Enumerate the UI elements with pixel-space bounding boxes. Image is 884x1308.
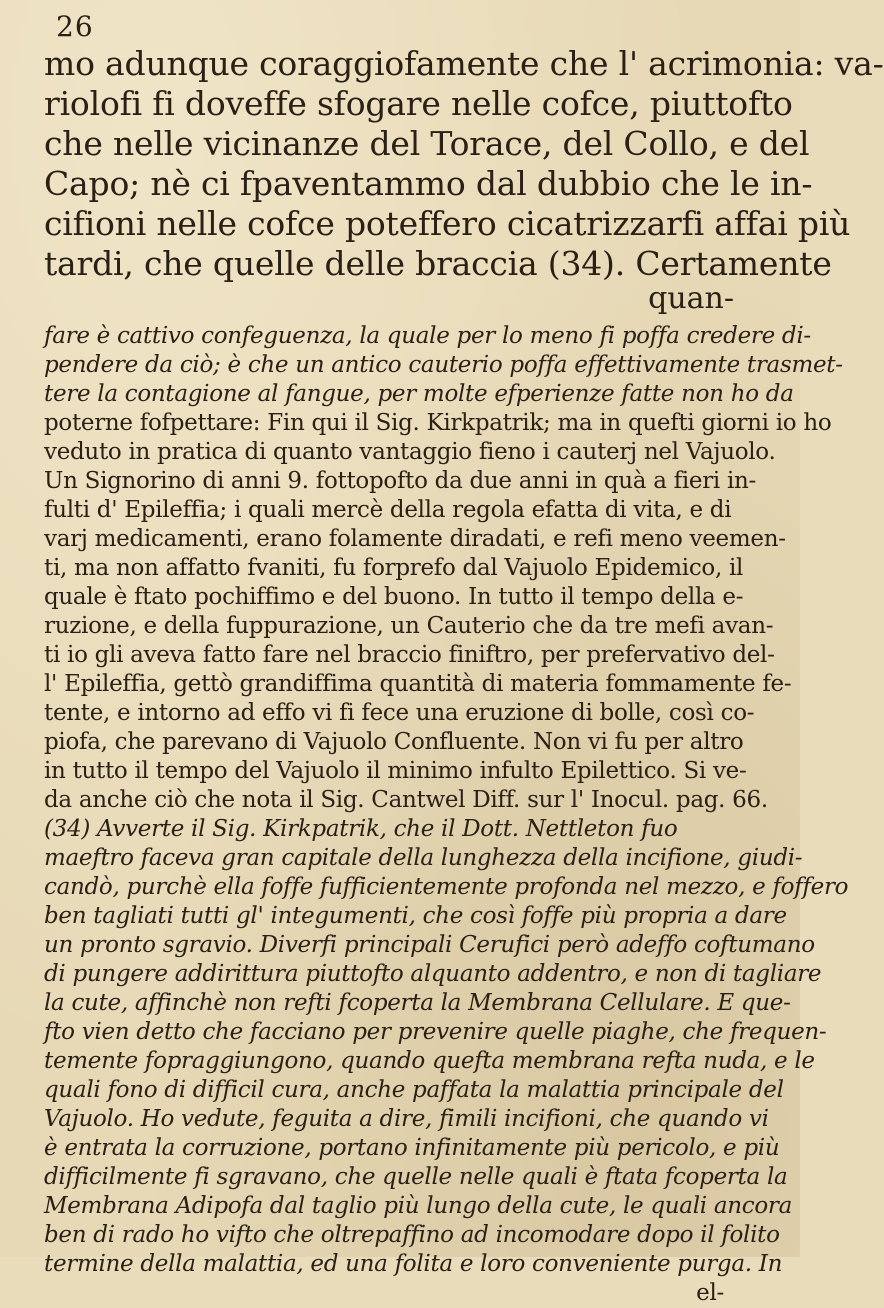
footnote-line: l' Epileffia, gettò grandiffima quantità di materia fommamente fe- [44, 671, 792, 697]
main-text-line: mo adunque coraggiofamente che l' acrimonia: va- [44, 44, 884, 83]
footnote-line: piofa, che parevano di Vajuolo Confluente. Non vi fu per altro [44, 729, 744, 755]
footnote-line: veduto in pratica di quanto vantaggio fieno i cauterj nel Vajuolo. [44, 439, 776, 465]
footnote-line: pendere da ciò; è che un antico cauterio poffa effettivamente trasmet- [44, 352, 843, 378]
footnote-line: tente, e intorno ad effo vi fi fece una eruzione di bolle, così co- [44, 700, 755, 726]
main-text [44, 44, 884, 284]
footnote-line: di pungere addirittura piuttofto alquanto addentro, e non di tagliare [44, 961, 822, 987]
footnote-line: Membrana Adipofa dal taglio più lungo della cute, le quali ancora [44, 1193, 793, 1219]
footnote-line: poterne fofpettare: Fin qui il Sig. Kirkpatrik; ma in quefti giorni io ho [44, 410, 832, 436]
main-text-line: riolofi fi doveffe sfogare nelle cofce, piuttofto [44, 84, 793, 123]
footnote-line: (34) Avverte il Sig. Kirkpatrik, che il Dott. Nettleton fuo [44, 816, 678, 842]
main-text-line: che nelle vicinanze del Torace, del Collo, e del [44, 124, 810, 163]
main-text-line: tardi, che quelle delle braccia (34). Certamente [44, 244, 832, 283]
footnote-line: fare è cattivo confeguenza, la quale per lo meno fi poffa credere di- [44, 323, 811, 349]
footnote-line: un pronto sgravio. Diverfi principali Cerufici però adeffo coftumano [44, 932, 815, 958]
footnote-line: la cute, affinchè non refti fcoperta la Membrana Cellulare. E que- [44, 990, 791, 1016]
footnote-line: temente fopraggiungono, quando quefta membrana refta nuda, e le [44, 1048, 815, 1074]
footnote-line: maeftro faceva gran capitale della lunghezza della incifione, giudi- [44, 845, 803, 871]
footnote-line: ti io gli aveva fatto fare nel braccio finiftro, per prefervativo del- [44, 642, 775, 668]
footnote-block [44, 322, 849, 1308]
footnote-line: Un Signorino di anni 9. fottopofto da due anni in quà a fieri in- [44, 468, 757, 494]
footnote-line: ben tagliati tutti gl' integumenti, che così foffe più propria a dare [44, 903, 787, 929]
footnote-line: ruzione, e della fuppurazione, un Cauterio che da tre mefi avan- [44, 613, 774, 639]
footnote-line: quali fono di difficil cura, anche paffata la malattia principale del [44, 1077, 784, 1103]
footnote-line: tere la contagione al fangue, per molte efperienze fatte non ho da [44, 381, 794, 407]
footnote-line: quale è ftato pochiffimo e del buono. In tutto il tempo della e- [44, 584, 744, 610]
catchword: quan- [648, 281, 734, 316]
main-text-line: cifioni nelle cofce poteffero cicatrizzarfi affai più [44, 204, 851, 243]
footnote-line: candò, purchè ella foffe fufficientemente profonda nel mezzo, e foffero [44, 874, 849, 900]
footnote-line: è entrata la corruzione, portano infinitamente più pericolo, e più [44, 1135, 780, 1161]
footnote-line: varj medicamenti, erano folamente diradati, e refi meno veemen- [44, 526, 786, 552]
footnote-line: fulti d' Epileffia; i quali mercè della regola efatta di vita, e di [44, 497, 732, 523]
footnote-line: in tutto il tempo del Vajuolo il minimo infulto Epilettico. Si ve- [44, 758, 747, 784]
footnote-line: ben di rado ho vifto che oltrepaffino ad incomodare dopo il folito [44, 1222, 780, 1248]
footnote-line: da anche ciò che nota il Sig. Cantwel Diff. sur l' Inocul. pag. 66. [44, 787, 768, 813]
footnote-line: termine della malattia, ed una folita e loro conveniente purga. In [44, 1251, 783, 1277]
main-text-line: Capo; nè ci fpaventammo dal dubbio che le in- [44, 164, 813, 203]
footnote-line: ti, ma non affatto fvaniti, fu forprefo dal Vajuolo Epidemico, il [44, 555, 744, 581]
footnote-line: fto vien detto che facciano per prevenire quelle piaghe, che frequen- [44, 1019, 827, 1045]
footnote-line: Vajuolo. Ho vedute, feguita a dire, fimili incifioni, che quando vi [44, 1106, 769, 1132]
footer-catchword: el- [696, 1280, 724, 1306]
footnote-line: difficilmente fi sgravano, che quelle nelle quali è ftata fcoperta la [44, 1164, 788, 1190]
page-number: 26 [56, 10, 94, 43]
